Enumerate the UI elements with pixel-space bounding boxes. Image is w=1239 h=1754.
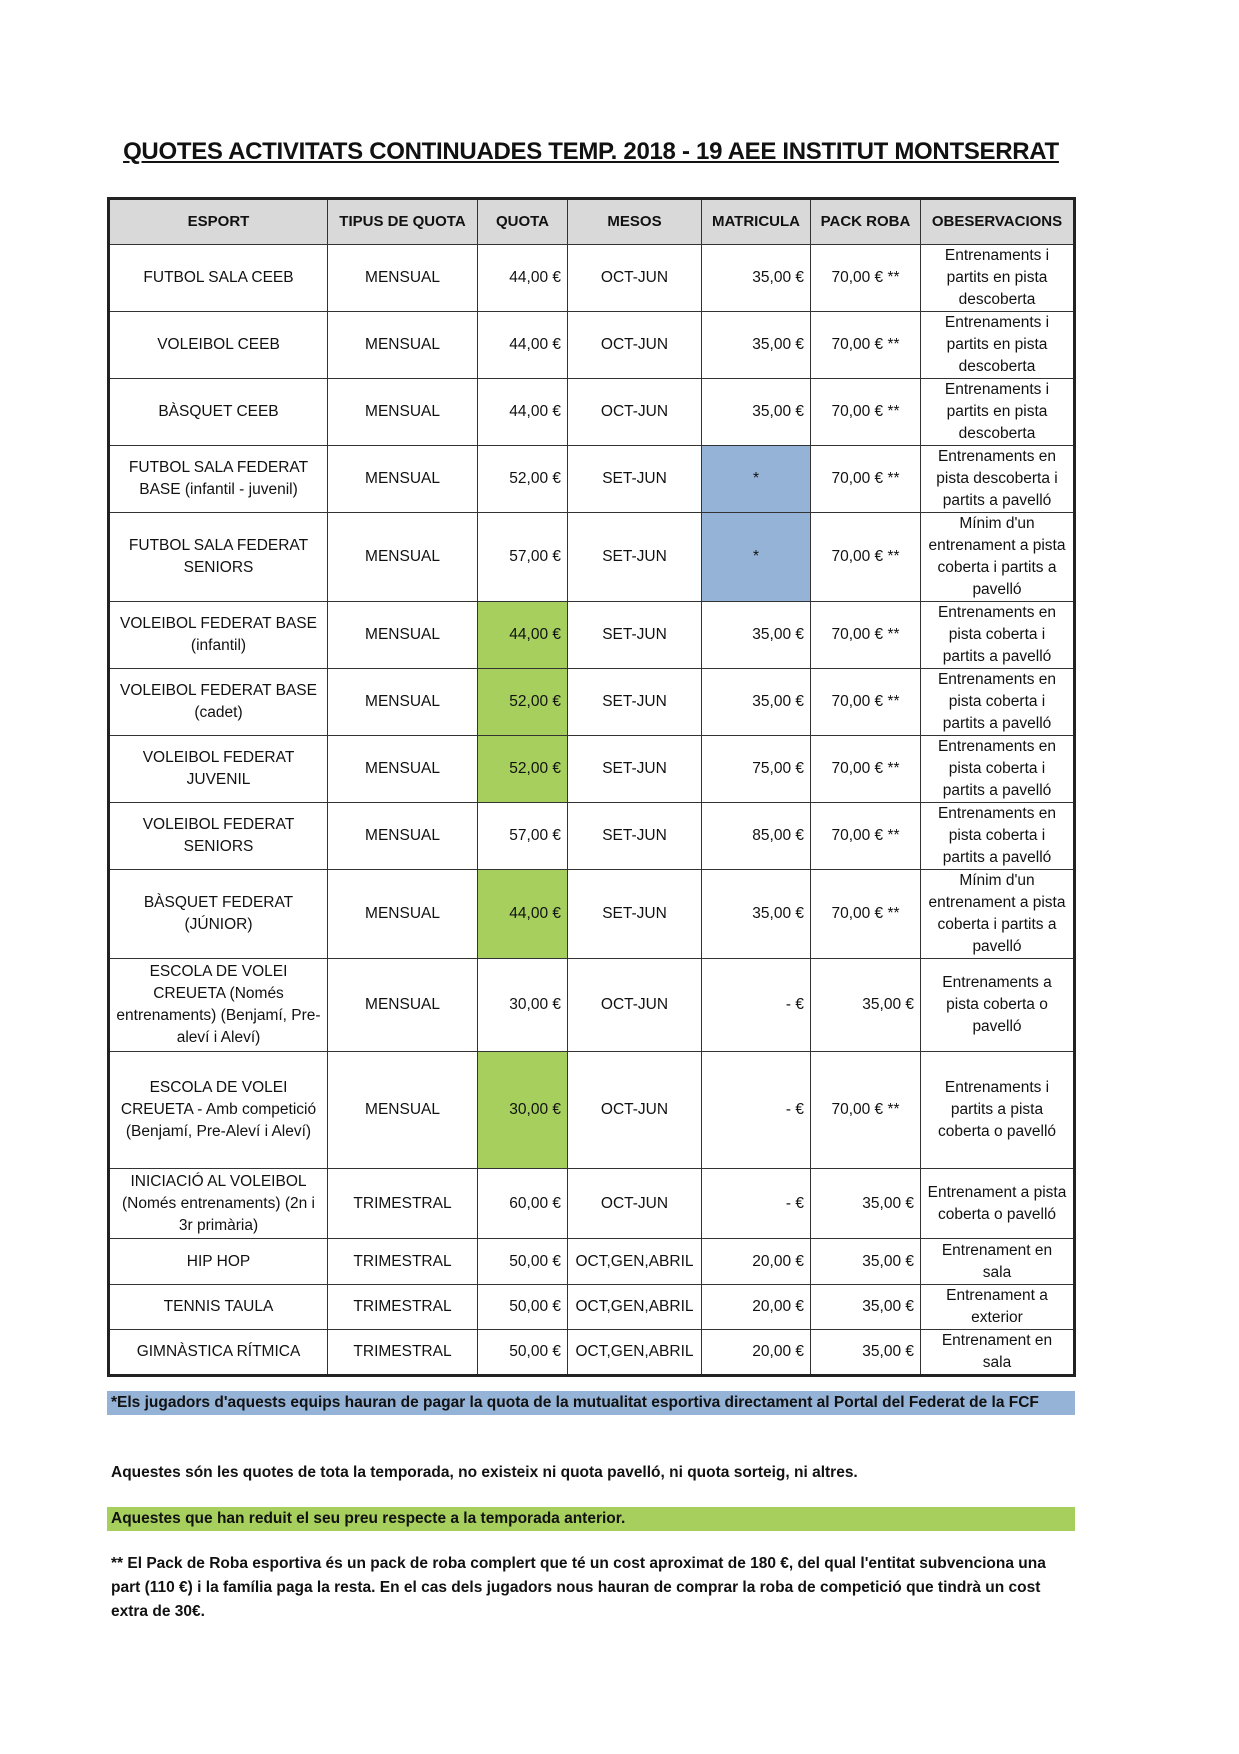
cell-quota: 30,00 € (478, 959, 568, 1052)
cell-tipus-quota: MENSUAL (328, 870, 478, 959)
cell-observacions: Mínim d'un entrenament a pista coberta i partits a pavelló (921, 870, 1075, 959)
cell-tipus-quota: MENSUAL (328, 446, 478, 513)
cell-pack-roba: 70,00 € ** (811, 669, 921, 736)
cell-observacions: Entrenaments en pista coberta i partits a pavelló (921, 669, 1075, 736)
cell-observacions: Entrenaments a pista coberta o pavelló (921, 959, 1075, 1052)
cell-tipus-quota: TRIMESTRAL (328, 1239, 478, 1285)
cell-pack-roba: 70,00 € ** (811, 312, 921, 379)
table-row (109, 1239, 1075, 1285)
cell-esport: TENNIS TAULA (109, 1285, 328, 1330)
cell-mesos: OCT,GEN,ABRIL (568, 1330, 702, 1376)
cell-esport: VOLEIBOL FEDERAT BASE (cadet) (109, 669, 328, 736)
cell-mesos: SET-JUN (568, 736, 702, 803)
cell-quota: 60,00 € (478, 1169, 568, 1239)
cell-quota: 52,00 € (478, 736, 568, 803)
cell-tipus-quota: TRIMESTRAL (328, 1285, 478, 1330)
cell-quota: 52,00 € (478, 669, 568, 736)
table-row (109, 379, 1075, 446)
cell-pack-roba: 35,00 € (811, 959, 921, 1052)
table-header-row (109, 199, 1075, 245)
table-row (109, 870, 1075, 959)
note-mutualitat: *Els jugadors d'aquests equips hauran de pagar la quota de la mutualitat esportiva directament al Portal del Federat de la FCF (107, 1391, 1075, 1415)
cell-esport: BÀSQUET CEEB (109, 379, 328, 446)
cell-observacions: Mínim d'un entrenament a pista coberta i partits a pavelló (921, 513, 1075, 602)
cell-observacions: Entrenaments i partits a pista coberta o pavelló (921, 1052, 1075, 1169)
cell-esport: INICIACIÓ AL VOLEIBOL (Només entrenaments) (2n i 3r primària) (109, 1169, 328, 1239)
cell-observacions: Entrenaments i partits en pista descoberta (921, 379, 1075, 446)
cell-mesos: OCT,GEN,ABRIL (568, 1239, 702, 1285)
cell-quota: 44,00 € (478, 245, 568, 312)
cell-esport: BÀSQUET FEDERAT (JÚNIOR) (109, 870, 328, 959)
cell-esport: FUTBOL SALA FEDERAT BASE (infantil - juvenil) (109, 446, 328, 513)
cell-esport: HIP HOP (109, 1239, 328, 1285)
cell-matricula: 35,00 € (702, 669, 811, 736)
fees-table (107, 197, 1076, 1377)
cell-matricula: 85,00 € (702, 803, 811, 870)
table-row (109, 312, 1075, 379)
header-observacions: OBESERVACIONS (921, 199, 1075, 245)
cell-tipus-quota: MENSUAL (328, 959, 478, 1052)
cell-esport: FUTBOL SALA FEDERAT SENIORS (109, 513, 328, 602)
cell-esport: VOLEIBOL FEDERAT JUVENIL (109, 736, 328, 803)
cell-matricula: 75,00 € (702, 736, 811, 803)
cell-pack-roba: 70,00 € ** (811, 736, 921, 803)
note-reduit: Aquestes que han reduit el seu preu respecte a la temporada anterior. (107, 1507, 1075, 1531)
cell-pack-roba: 70,00 € ** (811, 446, 921, 513)
cell-matricula: * (702, 446, 811, 513)
cell-matricula: * (702, 513, 811, 602)
header-quota: QUOTA (478, 199, 568, 245)
table-row (109, 1330, 1075, 1376)
cell-matricula: - € (702, 1169, 811, 1239)
header-mesos: MESOS (568, 199, 702, 245)
cell-quota: 50,00 € (478, 1330, 568, 1376)
cell-mesos: OCT-JUN (568, 1169, 702, 1239)
cell-pack-roba: 35,00 € (811, 1239, 921, 1285)
cell-quota: 44,00 € (478, 602, 568, 669)
cell-observacions: Entrenament a exterior (921, 1285, 1075, 1330)
cell-quota: 44,00 € (478, 379, 568, 446)
cell-esport: ESCOLA DE VOLEI CREUETA (Només entrenaments) (Benjamí, Pre-aleví i Aleví) (109, 959, 328, 1052)
cell-mesos: SET-JUN (568, 803, 702, 870)
cell-matricula: 35,00 € (702, 602, 811, 669)
table-row (109, 736, 1075, 803)
cell-quota: 30,00 € (478, 1052, 568, 1169)
cell-tipus-quota: MENSUAL (328, 312, 478, 379)
cell-matricula: 35,00 € (702, 245, 811, 312)
cell-tipus-quota: MENSUAL (328, 513, 478, 602)
cell-matricula: - € (702, 1052, 811, 1169)
cell-tipus-quota: MENSUAL (328, 379, 478, 446)
cell-pack-roba: 70,00 € ** (811, 379, 921, 446)
cell-matricula: - € (702, 959, 811, 1052)
cell-pack-roba: 70,00 € ** (811, 513, 921, 602)
cell-pack-roba: 35,00 € (811, 1169, 921, 1239)
table-row (109, 959, 1075, 1052)
table-row (109, 1052, 1075, 1169)
note-pack-roba: ** El Pack de Roba esportiva és un pack de roba complert que té un cost aproximat de 180 €, del qual l'entitat subvenciona una part (110 €) i la família paga la resta. En el cas dels jugadors nous hauran de comprar la roba de competició que tindrà un cost extra de 30€. (111, 1555, 1046, 1620)
table-row (109, 446, 1075, 513)
cell-observacions: Entrenaments en pista coberta i partits a pavelló (921, 602, 1075, 669)
cell-esport: VOLEIBOL FEDERAT SENIORS (109, 803, 328, 870)
cell-pack-roba: 70,00 € ** (811, 602, 921, 669)
table-row (109, 513, 1075, 602)
table-row (109, 602, 1075, 669)
table-row (109, 669, 1075, 736)
cell-observacions: Entrenaments en pista coberta i partits a pavelló (921, 736, 1075, 803)
cell-observacions: Entrenaments en pista coberta i partits a pavelló (921, 803, 1075, 870)
cell-esport: GIMNÀSTICA RÍTMICA (109, 1330, 328, 1376)
cell-quota: 44,00 € (478, 870, 568, 959)
cell-observacions: Entrenament a pista coberta o pavelló (921, 1169, 1075, 1239)
cell-mesos: SET-JUN (568, 870, 702, 959)
cell-quota: 52,00 € (478, 446, 568, 513)
note-temporada: Aquestes són les quotes de tota la temporada, no existeix ni quota pavelló, ni quota sorteig, ni altres. (111, 1464, 858, 1481)
cell-tipus-quota: MENSUAL (328, 803, 478, 870)
cell-matricula: 35,00 € (702, 870, 811, 959)
cell-observacions: Entrenaments i partits en pista descoberta (921, 312, 1075, 379)
cell-pack-roba: 70,00 € ** (811, 870, 921, 959)
page-title: QUOTES ACTIVITATS CONTINUADES TEMP. 2018 - 19 AEE INSTITUT MONTSERRAT (123, 138, 1059, 165)
cell-mesos: OCT-JUN (568, 245, 702, 312)
cell-mesos: SET-JUN (568, 513, 702, 602)
cell-esport: FUTBOL SALA CEEB (109, 245, 328, 312)
cell-pack-roba: 35,00 € (811, 1330, 921, 1376)
header-matricula: MATRICULA (702, 199, 811, 245)
cell-pack-roba: 35,00 € (811, 1285, 921, 1330)
cell-observacions: Entrenament en sala (921, 1239, 1075, 1285)
cell-matricula: 20,00 € (702, 1285, 811, 1330)
cell-quota: 57,00 € (478, 803, 568, 870)
cell-tipus-quota: MENSUAL (328, 245, 478, 312)
header-pack-roba: PACK ROBA (811, 199, 921, 245)
cell-quota: 50,00 € (478, 1285, 568, 1330)
cell-pack-roba: 70,00 € ** (811, 1052, 921, 1169)
cell-mesos: OCT-JUN (568, 1052, 702, 1169)
cell-observacions: Entrenaments en pista descoberta i partits a pavelló (921, 446, 1075, 513)
cell-tipus-quota: MENSUAL (328, 736, 478, 803)
cell-pack-roba: 70,00 € ** (811, 245, 921, 312)
table-row (109, 245, 1075, 312)
cell-tipus-quota: MENSUAL (328, 602, 478, 669)
cell-observacions: Entrenament en sala (921, 1330, 1075, 1376)
cell-pack-roba: 70,00 € ** (811, 803, 921, 870)
cell-mesos: SET-JUN (568, 669, 702, 736)
cell-mesos: OCT,GEN,ABRIL (568, 1285, 702, 1330)
cell-observacions: Entrenaments i partits en pista descoberta (921, 245, 1075, 312)
cell-mesos: OCT-JUN (568, 379, 702, 446)
cell-quota: 50,00 € (478, 1239, 568, 1285)
cell-mesos: OCT-JUN (568, 959, 702, 1052)
cell-matricula: 20,00 € (702, 1330, 811, 1376)
header-tipus-quota: TIPUS DE QUOTA (328, 199, 478, 245)
cell-tipus-quota: MENSUAL (328, 669, 478, 736)
cell-quota: 57,00 € (478, 513, 568, 602)
cell-esport: VOLEIBOL CEEB (109, 312, 328, 379)
cell-matricula: 35,00 € (702, 312, 811, 379)
cell-mesos: OCT-JUN (568, 312, 702, 379)
cell-mesos: SET-JUN (568, 446, 702, 513)
table-row (109, 1285, 1075, 1330)
cell-tipus-quota: TRIMESTRAL (328, 1330, 478, 1376)
cell-esport: VOLEIBOL FEDERAT BASE (infantil) (109, 602, 328, 669)
cell-tipus-quota: TRIMESTRAL (328, 1169, 478, 1239)
cell-matricula: 20,00 € (702, 1239, 811, 1285)
cell-quota: 44,00 € (478, 312, 568, 379)
cell-esport: ESCOLA DE VOLEI CREUETA - Amb competició (Benjamí, Pre-Aleví i Aleví) (109, 1052, 328, 1169)
cell-mesos: SET-JUN (568, 602, 702, 669)
table-row (109, 1169, 1075, 1239)
table-row (109, 803, 1075, 870)
cell-matricula: 35,00 € (702, 379, 811, 446)
cell-tipus-quota: MENSUAL (328, 1052, 478, 1169)
header-esport: ESPORT (109, 199, 328, 245)
